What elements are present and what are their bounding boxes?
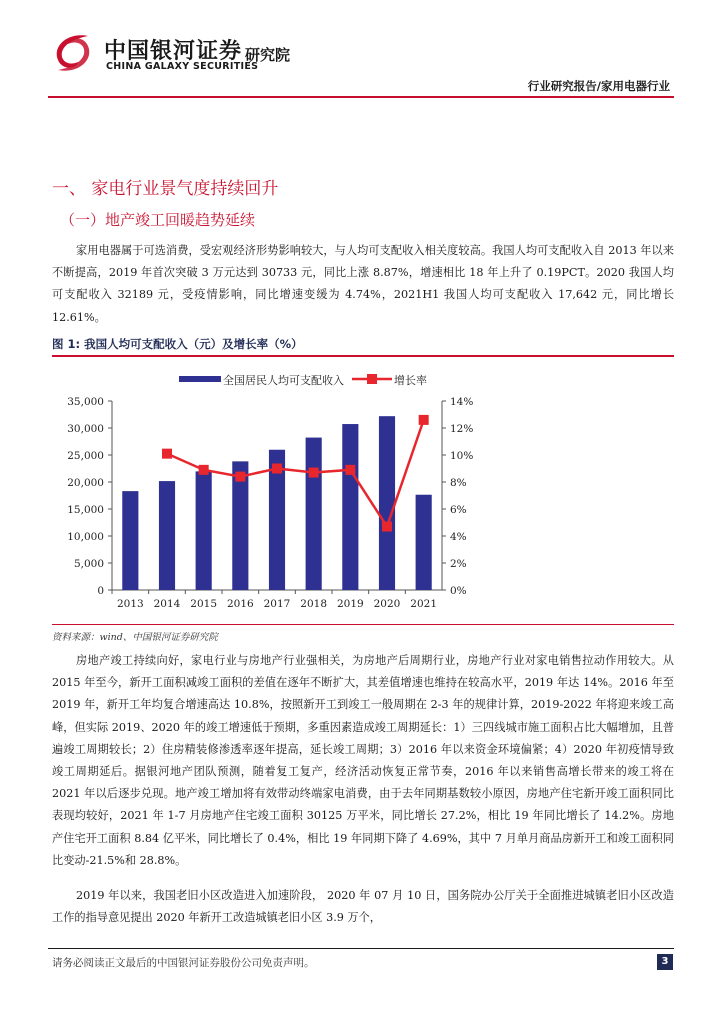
page-number: 3 — [657, 954, 673, 970]
right-axis-tick-label: 4% — [450, 531, 467, 543]
left-axis-tick-label: 35,000 — [67, 396, 104, 408]
brand-subtitle: 研究院 — [245, 46, 291, 64]
paragraph-income: 家用电器属于可选消费，受宏观经济形势影响较大，与人均可支配收入相关度较高。我国人均可支配收入自 2013 年以来不断提高，2019 年首次突破 3 万元达到 30733 元，同比上涨 8.87%，增速相比 18 年上升了 0.19PCT。2020 我国人均可支配收入 32189 元，受疫情影响，同比增速变缓为 4.74%，2021H1 我国人均可支配收入 17,642 元，同比增长 12.61%。 — [52, 244, 674, 324]
growth-rate-point — [272, 464, 282, 474]
figure-source: 资料来源：wind、中国银河证券研究院 — [52, 632, 218, 643]
figure-top-rule — [52, 355, 674, 357]
chart-x-labels — [112, 590, 437, 610]
x-axis-tick-label: 2017 — [263, 598, 291, 610]
right-axis-tick-label: 0% — [450, 585, 467, 597]
left-axis-tick-label: 30,000 — [67, 423, 104, 435]
income-bar — [379, 416, 395, 590]
income-bar — [342, 424, 358, 590]
legend-label-income: 全国居民人均可支配收入 — [223, 374, 344, 387]
brand-name-cn: 中国银河证券 — [104, 39, 243, 64]
right-axis-tick-label: 10% — [450, 450, 474, 462]
legend-marker-swatch — [367, 374, 377, 384]
income-bar — [122, 491, 138, 590]
left-axis-tick-label: 20,000 — [67, 477, 104, 489]
figure-bottom-rule — [52, 624, 674, 625]
paragraph-real-estate: 房地产竣工持续向好，家电行业与房地产行业强相关，为房地产后周期行业，房地产行业对家电销售拉动作用较大。从 2015 年至今，新开工面积减竣工面积的差值在逐年不断扩大，其差值增速也维持在较高水平，2019 年达 14%。2016 年至 2019 年，新开工年均复合增速高达 10.8%，按照新开工到竣工一般周期在 2-3 年的规律计算，2019-2022 年将迎来竣工高峰，但实际 2019、2020 年的竣工增速低于预期，多重因素造成竣工周期延长：1）三四线城市施工面积占比大幅增加，且普遍竣工周期较长；2）住房精装修渗透率逐年提高，延长竣工周期；3）2016 年以来资金环境偏紧；4）2020 年初疫情导致竣工周期延后。据银河地产团队预测，随着复工复产，经济活动恢复正常节奏，2016 年以来销售高增长带来的竣工将在 2021 年以后逐步兑现。地产竣工增加将有效带动终端家电消费，由于去年同期基数较小原因，房地产住宅新开竣工面积同比表现均较好，2021 年 1-7 月房地产住宅竣工面积 30125 万平米，同比增长 27.2%，相比 19 年同比增长了 14.2%。房地产住宅开工面积 8.84 亿平米，同比增长了 0.4%，相比 19 年同期下降了 4.69%，其中 7 月单月商品房新开工和竣工面积同比变动-21.5%和 28.8%。 — [52, 654, 674, 867]
left-axis-tick-label: 15,000 — [67, 504, 104, 516]
x-axis-tick-label: 2019 — [336, 598, 364, 610]
x-axis-tick-label: 2016 — [226, 598, 254, 610]
right-axis-tick-label: 14% — [450, 396, 474, 408]
legend-bar-swatch — [179, 376, 221, 382]
income-growth-chart — [52, 358, 674, 622]
subsection-heading: （一）地产竣工回暖趋势延续 — [60, 211, 256, 229]
growth-rate-point — [345, 465, 355, 475]
x-axis-tick-label: 2020 — [373, 598, 401, 610]
figure-caption: 图 1: 我国人均可支配收入（元）及增长率（%） — [52, 337, 303, 351]
galaxy-swirl-logo — [48, 28, 98, 78]
left-axis-tick-label: 5,000 — [73, 558, 104, 570]
x-axis-tick-label: 2018 — [300, 598, 328, 610]
section-heading: 一、 家电行业景气度持续回升 — [52, 179, 279, 199]
income-bar — [306, 438, 322, 590]
growth-rate-point — [199, 465, 209, 475]
paragraph-old-community: 2019 年以来，我国老旧小区改造进入加速阶段， 2020 年 07 月 10 日，国务院办公厅关于全面推进城镇老旧小区改造工作的指导意见提出 2020 年新开工改造城镇老旧小区 3.9 万个， — [52, 889, 674, 925]
x-axis-tick-label: 2015 — [190, 598, 218, 610]
income-bar — [416, 495, 432, 590]
growth-rate-point — [309, 468, 319, 478]
x-axis-tick-label: 2013 — [116, 598, 144, 610]
right-axis-tick-label: 6% — [450, 504, 467, 516]
left-axis-tick-label: 25,000 — [67, 450, 104, 462]
chart-bars — [122, 416, 431, 590]
growth-rate-point — [382, 522, 392, 532]
income-bar — [159, 481, 175, 590]
brand-name-en: CHINA GALAXY SECURITIES — [106, 61, 259, 72]
right-axis-tick-label: 12% — [450, 423, 474, 435]
legend-label-growth: 增长率 — [394, 374, 427, 387]
left-axis-tick-label: 0 — [97, 585, 104, 597]
right-axis-tick-label: 8% — [450, 477, 467, 489]
growth-rate-point — [235, 472, 245, 482]
x-axis-tick-label: 2021 — [410, 598, 438, 610]
disclaimer-note: 请务必阅读正文最后的中国银河证券股份公司免责声明。 — [52, 957, 315, 969]
left-axis-tick-label: 10,000 — [67, 531, 104, 543]
growth-rate-point — [162, 449, 172, 459]
income-bar — [196, 471, 212, 590]
header-divider — [48, 96, 674, 98]
footer-divider — [48, 948, 674, 949]
x-axis-tick-label: 2014 — [153, 598, 181, 610]
right-axis-tick-label: 2% — [450, 558, 467, 570]
chart-legend — [179, 373, 427, 387]
growth-rate-point — [419, 415, 429, 425]
report-category: 行业研究报告/家用电器行业 — [527, 79, 670, 93]
